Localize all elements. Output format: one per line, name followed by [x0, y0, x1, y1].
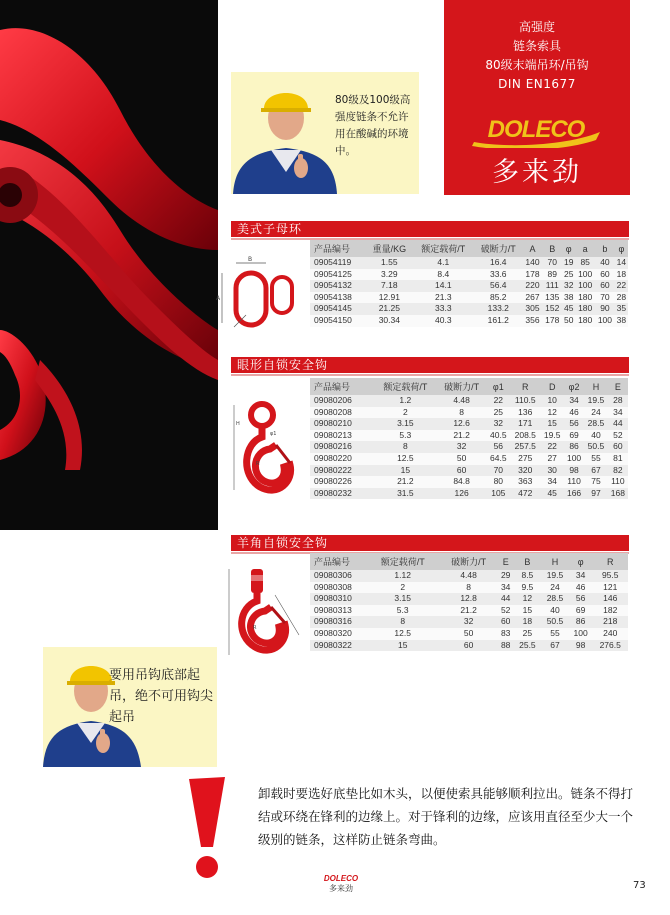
- table-cell: 15: [540, 418, 564, 430]
- safety-callout-top: [231, 72, 419, 194]
- table-cell: 111: [542, 280, 562, 292]
- col-header: B: [542, 240, 562, 257]
- table-cell: 100: [569, 628, 593, 640]
- table-master-link: [310, 240, 628, 327]
- table-cell: 18: [616, 268, 627, 279]
- table-cell: 80: [487, 476, 511, 488]
- table-row: [310, 465, 628, 477]
- table-cell: 50.5: [584, 441, 608, 453]
- table-header-row: [310, 553, 628, 570]
- table-row: [310, 257, 628, 269]
- svg-text:R: R: [256, 461, 260, 467]
- table-cell: 88: [498, 640, 514, 652]
- table-cell: 82: [608, 465, 628, 477]
- product-code-cell: 09054132: [310, 280, 366, 292]
- table-cell: 19: [563, 257, 574, 267]
- table-cell: 2: [366, 582, 439, 594]
- table-cell: 3.15: [374, 418, 437, 430]
- table-cell: 133.2: [474, 303, 523, 315]
- table-cell: 5.3: [374, 430, 437, 442]
- table-row: [310, 593, 628, 605]
- table-row: [310, 616, 628, 628]
- table-row: [310, 430, 628, 442]
- product-code-cell: 09080310: [310, 593, 366, 605]
- swivel-hook-diagram-icon: [225, 565, 305, 665]
- table-cell: 10: [540, 395, 564, 407]
- table-cell: 168: [608, 488, 628, 500]
- table-cell: 15: [514, 605, 542, 617]
- table-cell: 182: [592, 605, 628, 617]
- table-cell: 220: [523, 280, 543, 292]
- table-cell: 8.4: [413, 269, 474, 281]
- table-cell: 12.8: [439, 593, 497, 605]
- table-cell: 32: [563, 280, 574, 291]
- table-cell: 50: [563, 314, 574, 325]
- table-row: [310, 582, 628, 594]
- table-cell: 69: [569, 605, 593, 617]
- col-header: H: [541, 553, 569, 570]
- table-row: [310, 315, 628, 327]
- table-cell: 56: [569, 593, 593, 605]
- master-link-diagram-icon: [216, 255, 298, 331]
- table-row: [310, 453, 628, 465]
- col-header: E: [608, 378, 628, 395]
- table-cell: 44: [498, 593, 514, 605]
- header-line2: 链条索具: [512, 39, 561, 53]
- table-cell: 40: [595, 257, 615, 269]
- table-cell: 171: [510, 418, 540, 430]
- exclamation-icon: [183, 775, 231, 883]
- table-cell: 70: [542, 257, 562, 269]
- table-cell: 90: [595, 303, 615, 315]
- table-cell: 50: [439, 628, 497, 640]
- table-cell: 38: [616, 314, 627, 325]
- table-cell: 8.5: [514, 570, 542, 582]
- table-cell: 33.3: [413, 303, 474, 315]
- product-code-cell: 09054119: [310, 257, 366, 269]
- table-cell: 4.1: [413, 257, 474, 269]
- table-cell: 356: [523, 315, 543, 327]
- col-header: a: [575, 240, 595, 257]
- product-code-cell: 09054145: [310, 303, 366, 315]
- table-cell: 40.5: [487, 430, 511, 442]
- table-cell: 363: [510, 476, 540, 488]
- table-cell: 27: [540, 453, 564, 465]
- table-cell: 40.3: [413, 315, 474, 327]
- col-header: R: [592, 553, 628, 570]
- table-cell: 46: [564, 407, 584, 419]
- col-header: 破断力/T: [437, 378, 487, 395]
- red-hook-photo-icon: [0, 0, 218, 530]
- table-cell: 5.3: [366, 605, 439, 617]
- product-code-cell: 09080320: [310, 628, 366, 640]
- table-cell: 4.48: [437, 395, 487, 407]
- table-cell: 64.5: [487, 453, 511, 465]
- table-cell: 110: [608, 476, 628, 488]
- table-row: [310, 605, 628, 617]
- svg-text:R: R: [253, 625, 257, 631]
- safety-notice: 卸载时要选好底垫比如木头，以便使索具能够顺利拉出。链条不得打结或环绕在锋利的边缘上。对于锋利的边缘，应该用直径至少大一个级别的链条，这样防止链条弯曲。: [258, 786, 634, 847]
- table-cell: 69: [564, 430, 584, 442]
- product-code-cell: 09054138: [310, 292, 366, 304]
- table-cell: 50.5: [541, 616, 569, 628]
- table-cell: 1.2: [374, 395, 437, 407]
- table-cell: 40: [541, 605, 569, 617]
- product-code-cell: 09080306: [310, 570, 366, 582]
- table-cell: 28: [608, 395, 628, 407]
- table-cell: 19.5: [584, 395, 608, 407]
- table-cell: 267: [523, 292, 543, 304]
- table-cell: 166: [564, 488, 584, 500]
- table-cell: 15: [366, 640, 439, 652]
- table-row: [310, 395, 628, 407]
- col-header: E: [498, 553, 514, 570]
- col-header: R: [510, 378, 540, 395]
- table-header-row: [310, 378, 628, 395]
- table-cell: 218: [592, 616, 628, 628]
- table-cell: 52: [608, 430, 628, 442]
- page-number: 73: [633, 880, 646, 891]
- table-cell: 15: [374, 465, 437, 477]
- product-photo: [0, 0, 218, 530]
- table-cell: 25: [487, 407, 511, 419]
- callout-top-text: 80级及100级高强度链条不允许用在酸碱的环境中。: [335, 94, 411, 157]
- table-cell: 34: [498, 582, 514, 594]
- safety-callout-bottom: [43, 647, 217, 767]
- table-row: [310, 407, 628, 419]
- table-swivel-hook: [310, 553, 628, 651]
- table-cell: 180: [575, 303, 595, 315]
- eye-hook-diagram-icon: [232, 395, 302, 505]
- table-cell: 30.34: [366, 315, 413, 327]
- table-row: [310, 476, 628, 488]
- product-code-cell: 09080232: [310, 488, 374, 500]
- table-cell: 472: [510, 488, 540, 500]
- product-code-cell: 09054125: [310, 269, 366, 281]
- col-header: 额定载荷/T: [366, 553, 439, 570]
- table-cell: 257.5: [510, 441, 540, 453]
- product-code-cell: 09080213: [310, 430, 374, 442]
- table-row: [310, 628, 628, 640]
- table-cell: 9.5: [514, 582, 542, 594]
- table-cell: 86: [569, 616, 593, 628]
- table-cell: 30: [540, 465, 564, 477]
- table-row: [310, 418, 628, 430]
- table-cell: 121: [592, 582, 628, 594]
- svg-text:B: B: [248, 256, 253, 263]
- brand-name-cn: 多来劲: [492, 157, 582, 188]
- table-cell: 55: [541, 628, 569, 640]
- table-cell: 98: [569, 640, 593, 652]
- table-cell: 4.48: [439, 570, 497, 582]
- col-header: 额定载荷/T: [413, 240, 474, 257]
- product-code-cell: 09080220: [310, 453, 374, 465]
- table-row: [310, 570, 628, 582]
- table-cell: 28.5: [584, 418, 608, 430]
- col-header: H: [584, 378, 608, 395]
- table-cell: 240: [592, 628, 628, 640]
- table-cell: 32: [437, 441, 487, 453]
- section-title-master-link: 美式子母环: [231, 221, 629, 237]
- table-cell: 84.8: [437, 476, 487, 488]
- brand-logo: [466, 112, 606, 148]
- col-header: φ1: [487, 378, 511, 395]
- table-cell: 22: [616, 280, 627, 291]
- table-cell: 12.5: [374, 453, 437, 465]
- table-cell: 320: [510, 465, 540, 477]
- col-header: φ: [562, 240, 575, 257]
- table-cell: 60: [439, 640, 497, 652]
- table-cell: 45: [563, 303, 574, 314]
- table-cell: 25.5: [514, 640, 542, 652]
- table-cell: 100: [575, 269, 595, 281]
- col-header: φ2: [564, 378, 584, 395]
- table-cell: 33.6: [474, 269, 523, 281]
- col-header: 破断力/T: [439, 553, 497, 570]
- table-cell: 12: [540, 407, 564, 419]
- col-header: 产品编号: [310, 240, 366, 257]
- table-cell: 55: [584, 453, 608, 465]
- table-cell: 180: [575, 292, 595, 304]
- table-cell: 180: [575, 315, 595, 327]
- table-cell: 45: [540, 488, 564, 500]
- table-cell: 21.2: [374, 476, 437, 488]
- callout-bottom-text: 要用吊钩底部起吊，绝不可用钩尖起吊: [109, 668, 214, 725]
- table-cell: 38: [563, 291, 574, 302]
- table-cell: 24: [541, 582, 569, 594]
- table-cell: 67: [584, 465, 608, 477]
- table-cell: 178: [523, 269, 543, 281]
- col-header: 重量/KG: [366, 240, 413, 257]
- col-header: φ: [569, 553, 593, 570]
- table-cell: 110.5: [510, 395, 540, 407]
- table-cell: 305: [523, 303, 543, 315]
- table-cell: 98: [564, 465, 584, 477]
- table-cell: 140: [523, 257, 543, 269]
- table-cell: 126: [437, 488, 487, 500]
- table-cell: 22: [487, 395, 511, 407]
- col-header: 破断力/T: [474, 240, 523, 257]
- table-cell: 89: [542, 269, 562, 281]
- table-cell: 70: [595, 292, 615, 304]
- table-cell: 3.15: [366, 593, 439, 605]
- product-code-cell: 09080313: [310, 605, 366, 617]
- table-cell: 32: [439, 616, 497, 628]
- table-cell: 34: [540, 476, 564, 488]
- table-cell: 70: [487, 465, 511, 477]
- product-code-cell: 09054150: [310, 315, 366, 327]
- table-cell: 25: [563, 268, 574, 279]
- col-header: b: [595, 240, 615, 257]
- table-cell: 50: [437, 453, 487, 465]
- col-header: A: [523, 240, 543, 257]
- table-cell: 21.2: [439, 605, 497, 617]
- product-code-cell: 09080226: [310, 476, 374, 488]
- table-cell: 40: [584, 430, 608, 442]
- col-header: 产品编号: [310, 378, 374, 395]
- table-row: [310, 488, 628, 500]
- col-header: φ: [615, 240, 628, 257]
- table-cell: 12.91: [366, 292, 413, 304]
- table-cell: 135: [542, 292, 562, 304]
- table-cell: 146: [592, 593, 628, 605]
- table-header-row: [310, 240, 628, 257]
- svg-text:φ1: φ1: [270, 431, 277, 437]
- table-cell: 85.2: [474, 292, 523, 304]
- table-row: [310, 292, 628, 304]
- table-row: [310, 303, 628, 315]
- table-cell: 7.18: [366, 280, 413, 292]
- table-cell: 136: [510, 407, 540, 419]
- table-cell: 28.5: [541, 593, 569, 605]
- section-title-eye-hook: 眼形自锁安全钩: [231, 357, 629, 373]
- svg-text:A: A: [216, 295, 221, 302]
- table-cell: 35: [616, 303, 627, 314]
- table-cell: 24: [584, 407, 608, 419]
- table-cell: 276.5: [592, 640, 628, 652]
- header-standard: DIN EN1677: [498, 77, 576, 91]
- table-cell: 34: [564, 395, 584, 407]
- table-cell: 21.2: [437, 430, 487, 442]
- table-cell: 86: [564, 441, 584, 453]
- product-code-cell: 09080216: [310, 441, 374, 453]
- table-cell: 85: [575, 257, 595, 269]
- table-cell: 25: [514, 628, 542, 640]
- table-cell: 34: [608, 407, 628, 419]
- table-cell: 208.5: [510, 430, 540, 442]
- table-cell: 31.5: [374, 488, 437, 500]
- table-cell: 8: [437, 407, 487, 419]
- table-row: [310, 269, 628, 281]
- table-cell: 2: [374, 407, 437, 419]
- table-cell: 100: [595, 315, 615, 327]
- product-code-cell: 09080208: [310, 407, 374, 419]
- table-cell: 110: [564, 476, 584, 488]
- table-cell: 67: [541, 640, 569, 652]
- col-header: 产品编号: [310, 553, 366, 570]
- table-cell: 8: [366, 616, 439, 628]
- table-cell: 29: [498, 570, 514, 582]
- table-cell: 12.5: [366, 628, 439, 640]
- table-cell: 161.2: [474, 315, 523, 327]
- table-cell: 28: [616, 291, 627, 302]
- table-cell: 18: [514, 616, 542, 628]
- table-cell: 75: [584, 476, 608, 488]
- table-eye-hook: [310, 378, 628, 499]
- table-row: [310, 280, 628, 292]
- header-box: [444, 0, 630, 195]
- table-row: [310, 640, 628, 652]
- header-line3: 80级末端吊环/吊钩: [485, 58, 589, 72]
- header-line1: 高强度: [518, 20, 555, 34]
- table-cell: 95.5: [592, 570, 628, 582]
- table-cell: 34: [569, 570, 593, 582]
- logo-text: DOLECO: [487, 116, 585, 143]
- col-header: D: [540, 378, 564, 395]
- product-code-cell: 09080206: [310, 395, 374, 407]
- footer-logo-text: DOLECO: [323, 874, 359, 883]
- table-cell: 21.25: [366, 303, 413, 315]
- table-cell: 60: [608, 441, 628, 453]
- col-header: B: [514, 553, 542, 570]
- table-cell: 275: [510, 453, 540, 465]
- table-cell: 19.5: [540, 430, 564, 442]
- footer-brand-cn: 多来劲: [329, 884, 353, 893]
- table-cell: 21.3: [413, 292, 474, 304]
- table-cell: 1.55: [366, 257, 413, 269]
- product-code-cell: 09080222: [310, 465, 374, 477]
- footer-logo: [316, 874, 366, 894]
- product-code-cell: 09080322: [310, 640, 366, 652]
- table-cell: 16.4: [474, 257, 523, 269]
- table-cell: 44: [608, 418, 628, 430]
- table-cell: 83: [498, 628, 514, 640]
- table-cell: 14.1: [413, 280, 474, 292]
- table-cell: 22: [540, 441, 564, 453]
- table-cell: 152: [542, 303, 562, 315]
- table-cell: 19.5: [541, 570, 569, 582]
- table-row: [310, 441, 628, 453]
- table-cell: 56.4: [474, 280, 523, 292]
- table-cell: 12: [514, 593, 542, 605]
- table-cell: 81: [608, 453, 628, 465]
- product-code-cell: 09080210: [310, 418, 374, 430]
- table-cell: 97: [584, 488, 608, 500]
- table-cell: 60: [595, 280, 615, 292]
- table-cell: 60: [498, 616, 514, 628]
- table-cell: 8: [374, 441, 437, 453]
- table-cell: 8: [439, 582, 497, 594]
- col-header: 额定载荷/T: [374, 378, 437, 395]
- table-cell: 60: [437, 465, 487, 477]
- worker-photo-icon: [231, 72, 341, 194]
- table-cell: 46: [569, 582, 593, 594]
- table-cell: 12.6: [437, 418, 487, 430]
- table-cell: 100: [564, 453, 584, 465]
- table-cell: 3.29: [366, 269, 413, 281]
- table-cell: 100: [575, 280, 595, 292]
- table-cell: 32: [487, 418, 511, 430]
- table-cell: 14: [616, 257, 627, 267]
- table-cell: 56: [487, 441, 511, 453]
- section-title-swivel-hook: 羊角自锁安全钩: [231, 535, 629, 551]
- table-cell: 1.12: [366, 570, 439, 582]
- product-code-cell: 09080308: [310, 582, 366, 594]
- table-cell: 56: [564, 418, 584, 430]
- svg-text:H: H: [236, 421, 240, 427]
- table-cell: 52: [498, 605, 514, 617]
- table-cell: 105: [487, 488, 511, 500]
- table-cell: 178: [542, 315, 562, 327]
- table-cell: 60: [595, 269, 615, 281]
- product-code-cell: 09080316: [310, 616, 366, 628]
